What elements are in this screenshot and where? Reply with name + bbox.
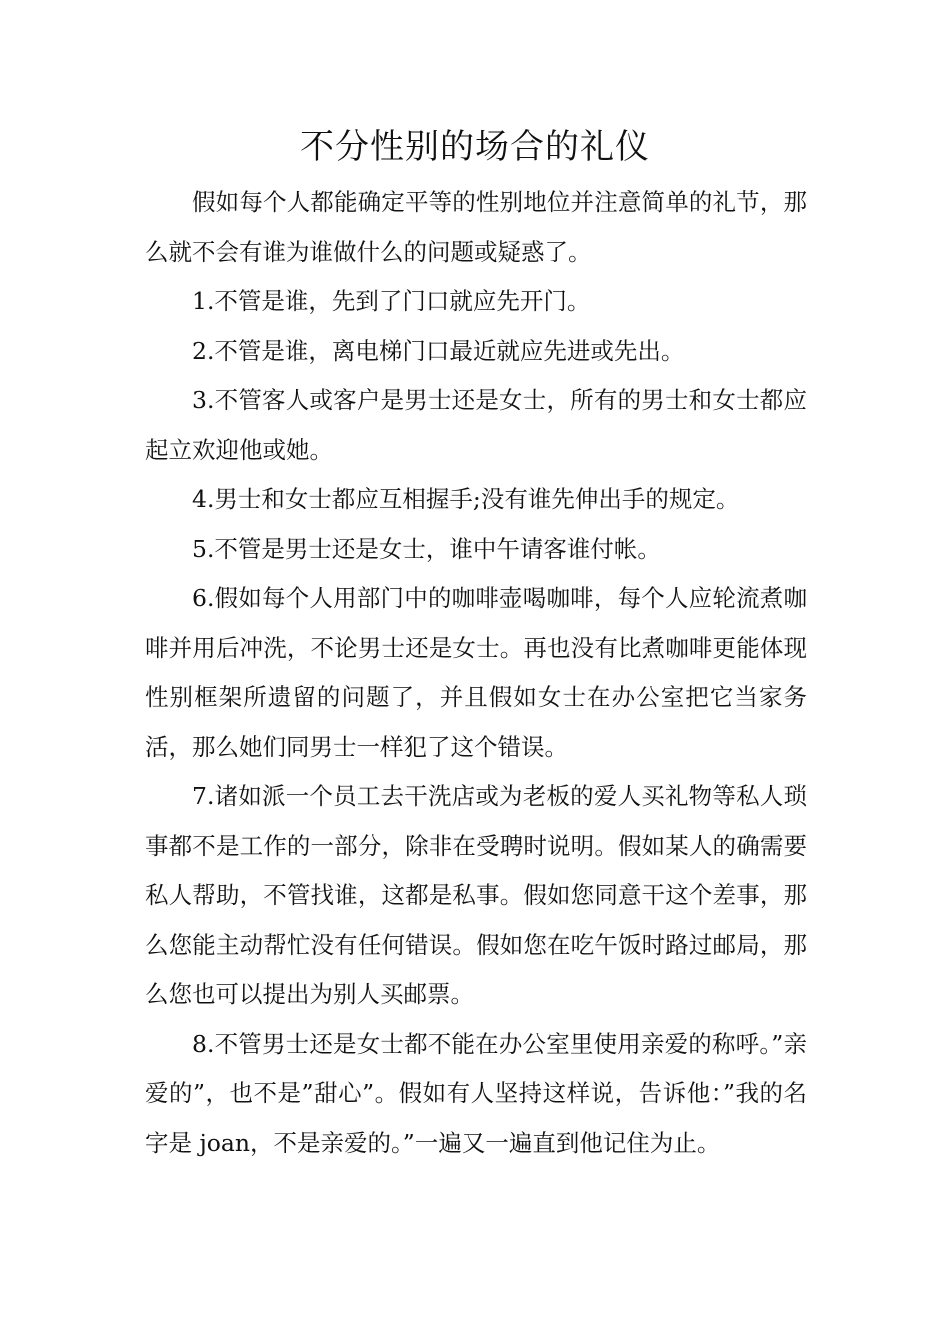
rule-2-paragraph: 2.不管是谁，离电梯门口最近就应先进或先出。 — [192, 336, 685, 365]
rule-5-paragraph: 5.不管是男士还是女士，谁中午请客谁付帐。 — [192, 534, 661, 563]
rule-1-paragraph: 1.不管是谁，先到了门口就应先开门。 — [192, 287, 591, 315]
rule-8-paragraph: 8.不管男士还是女士都不能在办公室里使用亲爱的称呼。”亲爱的”，也不是”甜心”。假如有人坚持这样说，告诉他：”我的名字是 joan，不是亲爱的。”一遍又一遍直到他记住为止。 — [145, 1029, 807, 1157]
document-body — [145, 178, 807, 1168]
rule-3-paragraph: 3.不管客人或客户是男士还是女士，所有的男士和女士都应起立欢迎他或她。 — [145, 386, 807, 464]
document-title: 不分性别的场合的礼仪 — [300, 127, 650, 167]
rule-4-paragraph: 4.男士和女士都应互相握手;没有谁先伸出手的规定。 — [192, 485, 740, 513]
rule-7-paragraph: 7.诸如派一个员工去干洗店或为老板的爱人买礼物等私人琐事都不是工作的一部分，除非在受聘时说明。假如某人的确需要私人帮助，不管找谁，这都是私事。假如您同意干这个差事，那么您能主动帮忙没有任何错误。假如您在吃午饭时路过邮局，那么您也可以提出为别人买邮票。 — [145, 782, 807, 1008]
rule-6-paragraph: 6.假如每个人用部门中的咖啡壶喝咖啡，每个人应轮流煮咖啡并用后冲洗，不论男士还是女士。再也没有比煮咖啡更能体现性别框架所遗留的问题了，并且假如女士在办公室把它当家务活，那么她们同男士一样犯了这个错误。 — [145, 584, 807, 761]
intro-paragraph: 假如每个人都能确定平等的性别地位并注意简单的礼节，那么就不会有谁为谁做什么的问题或疑惑了。 — [145, 188, 807, 266]
